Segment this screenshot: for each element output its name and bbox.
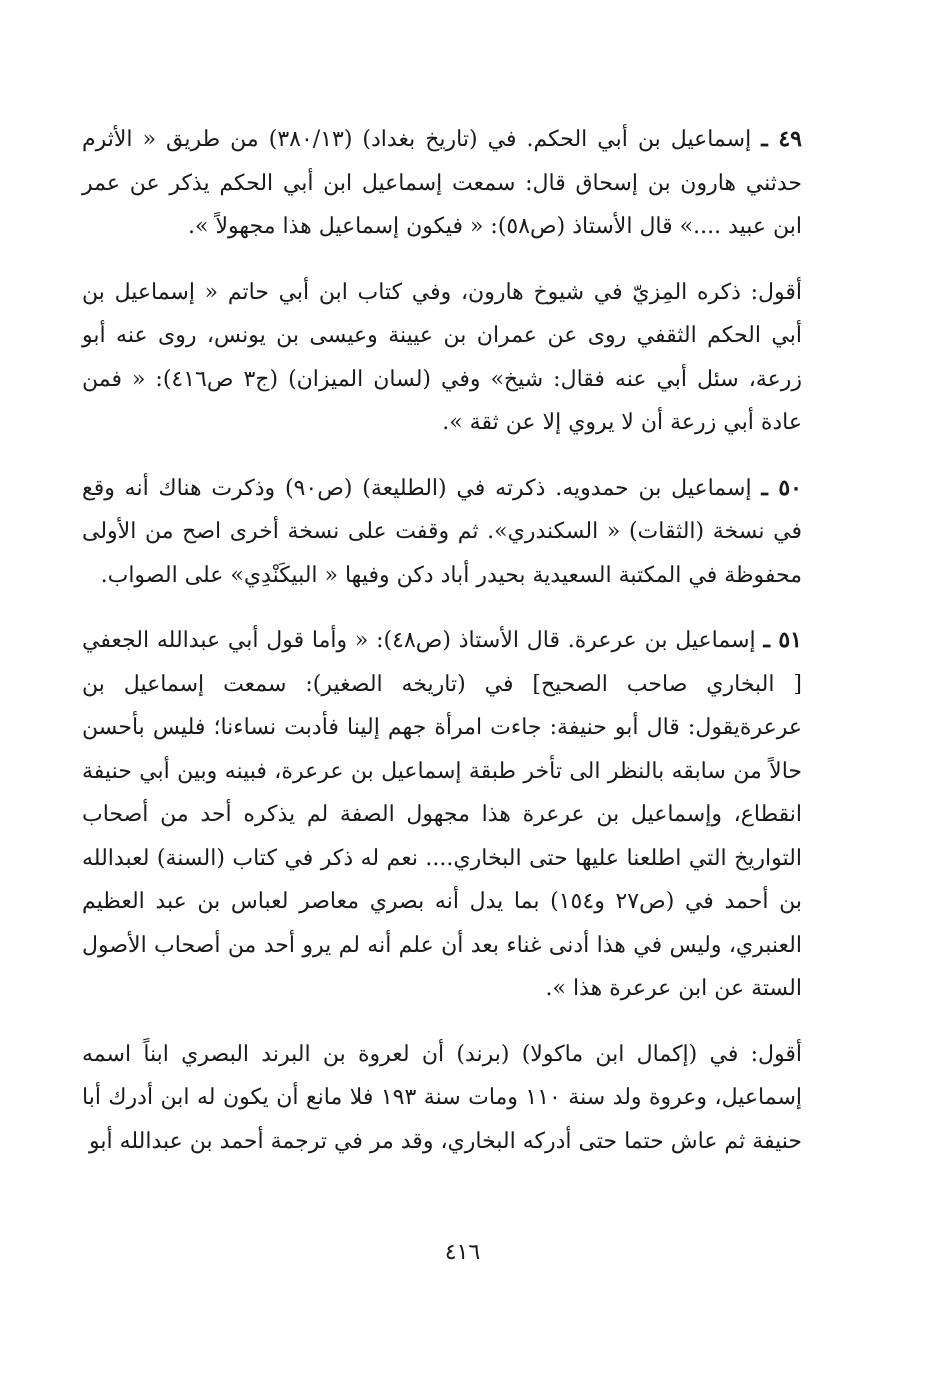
page-body <box>82 118 802 1185</box>
entry-49-comment <box>82 271 802 445</box>
entry-text: إسماعيل بن أبي الحكم. في (تاريخ بغداد) (٣٨٠/١٣) من طريق « الأثرم حدثني هارون بن إسحاق قال: سمعت إسماعيل ابن أبي الحكم يذكر عن عمر ابن عبيد ....» قال الأستاذ (ص٥٨): « فيكون إسماعيل هذا مجهولاً ». <box>82 127 802 239</box>
entry-text: إسماعيل بن عرعرة. قال الأستاذ (ص٤٨): « وأما قول أبي عبدالله الجعفي [ البخاري صاحب الصحيح] في (تاريخه الصغير): سمعت إسماعيل بن عرعرةيقول: قال أبو حنيفة: جاءت امرأة جهم إلينا فأدبت نساءنا؛ فليس بأحسن حالاً من سابقه بالنظر الى تأخر طبقة إسماعيل بن عرعرة، فبينه وبين أبي حنيفة انقطاع، وإسماعيل بن عرعرة هذا مجهول الصفة لم يذكره أحد من أصحاب التواريخ التي اطلعنا عليها حتى البخاري.... نعم له ذكر في كتاب (السنة) لعبدالله بن أحمد في (ص٢٧ و١٥٤) بما يدل أنه بصري معاصر لعباس بن عبد العظيم العنبري، وليس في هذا أدنى غناء بعد أن علم أنه لم يرو أحد من أصحاب الأصول الستة عن ابن عرعرة هذا ». <box>82 628 802 1001</box>
entry-51 <box>82 619 802 1011</box>
entry-text: أقول: ذكره المِزيّ في شيوخ هارون، وفي كتاب ابن أبي حاتم « إسماعيل بن أبي الحكم الثقفي روى عن عمران بن عيينة وعيسى بن يونس، روى عنه أبو زرعة، سئل أبي عنه فقال: شيخ» وفي (لسان الميزان) (ج٣ ص٤١٦): « فمن عادة أبي زرعة أن لا يروي إلا عن ثقة ». <box>82 279 802 435</box>
page-number: ٤١٦ <box>444 1240 481 1265</box>
entry-49 <box>82 118 802 249</box>
entry-number: ٤٩ ـ <box>761 126 802 152</box>
entry-text: إسماعيل بن حمدويه. ذكرته في (الطليعة) (ص٩٠) وذكرت هناك أنه وقع في نسخة (الثقات) « السكندري». ثم وقفت على نسخة أخرى اصح من الأولى محفوظة في المكتبة السعيدية بحيدر أباد دكن وفيها « البيكَنْدِي» على الصواب. <box>82 475 802 588</box>
entry-number: ٥١ ـ <box>763 627 802 653</box>
entry-text: أقول: في (إكمال ابن ماكولا) (برند) أن لعروة بن البرند البصري ابناً اسمه إسماعيل، وعروة ولد سنة ١١٠ ومات سنة ١٩٣ فلا مانع أن يكون له ابن أدرك أبا حنيفة ثم عاش حتما حتى أدركه البخاري، وقد مر في ترجمة أحمد بن عبدالله أبو <box>82 1041 803 1154</box>
entry-50 <box>82 467 802 598</box>
entry-number: ٥٠ ـ <box>761 474 802 501</box>
entry-51-comment <box>82 1033 802 1164</box>
